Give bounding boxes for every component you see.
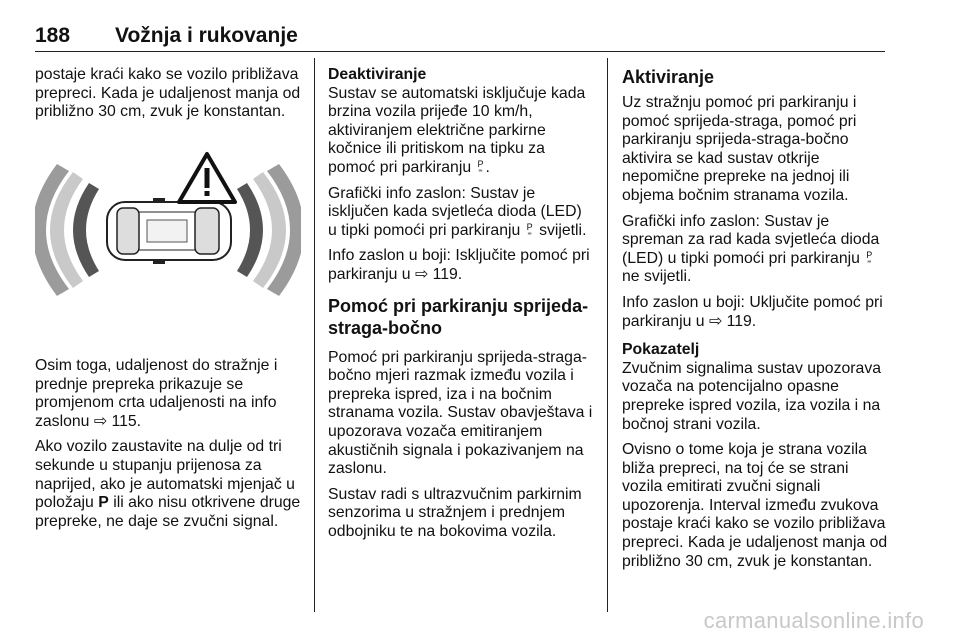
section-heading: Pokazatelj bbox=[622, 341, 700, 359]
paragraph: Ovisno o tome koja je strana vozila bliža prepreci, na toj će se strani vozila emitirati zvučni signali upozorenja. Interval između zvukova postaje kraći kako se vozilo približava prepreci. Kada je udaljenost manja od približno 30 cm, zvuk je konstantan. bbox=[622, 441, 888, 570]
paragraph: Info zaslon u boji: Uključite pomoć pri parkiranju u ⇨ 119. bbox=[622, 293, 883, 330]
page-title: Vožnja i rukovanje bbox=[115, 24, 298, 47]
paragraph: Zvučnim signalima sustav upozorava vozača na potencijalno opasne prepreke ispred vozila, iza vozila i na bočnoj strani vozila. bbox=[622, 359, 882, 433]
watermark: carmanualsonline.info bbox=[703, 608, 924, 633]
column-1-lower bbox=[35, 357, 301, 538]
parking-assist-icon: P ⁼ bbox=[526, 221, 533, 240]
ref-arrow-icon: ⇨ bbox=[708, 312, 723, 330]
paragraph: Info zaslon u boji: Isključite pomoć pri parkiranju u ⇨ 119. bbox=[328, 247, 590, 283]
parking-sensor-illustration bbox=[35, 150, 301, 310]
ref-arrow-icon: ⇨ bbox=[414, 265, 429, 283]
parking-assist-icon: P ⁼ bbox=[866, 249, 873, 268]
paragraph: Osim toga, udaljenost do stražnje i prednje prepreka prikazuje se promjenom crta udaljenosti na info zaslonu ⇨ 115. bbox=[35, 357, 278, 430]
paragraph: Grafički info zaslon: Sustav je spreman za rad kada svjetleća dioda (LED) u tipki pomoći pri parkiranju P ⁼ ne svijetli. bbox=[622, 212, 880, 286]
section-heading: Aktiviranje bbox=[622, 67, 715, 87]
car-top-view-icon bbox=[107, 198, 231, 264]
paragraph: Sustav se automatski isključuje kada brzina vozila prijeđe 10 km/h, aktiviranjem električne parkirne kočnice ili pritiskom na tipku za pomoć pri parkiranju P ⁼ . bbox=[328, 84, 586, 177]
paragraph: Ako vozilo zaustavite na dulje od tri sekunde u stupanju prijenosa za naprijed, ako je automatski mjenjač u položaju P ili ako nisu otkrivene druge prepreke, ne daje se zvučni signal. bbox=[35, 438, 301, 530]
header-rule bbox=[35, 51, 885, 52]
ref-arrow-icon: ⇨ bbox=[93, 412, 108, 430]
page-number: 188 bbox=[35, 24, 71, 47]
warning-triangle-icon bbox=[179, 154, 235, 202]
left-sensor-zones bbox=[35, 164, 99, 296]
paragraph: Sustav radi s ultrazvučnim parkirnim senzorima u stražnjem i prednjem odbojniku te na bokovima vozila. bbox=[328, 485, 582, 540]
paragraph: Uz stražnju pomoć pri parkiranju i pomoć sprijeda-straga, pomoć pri parkiranju sprijeda-straga-bočno aktivira se kad sustav otkrije nepomične prepreke na jednoj ili objema bočnim stranama vozila. bbox=[622, 94, 857, 204]
paragraph: postaje kraći kako se vozilo približava prepreci. Kada je udaljenost manja od približno 30 cm, zvuk je konstantan. bbox=[35, 66, 301, 121]
section-heading: Deaktiviranje bbox=[328, 66, 427, 83]
column-divider bbox=[607, 58, 608, 612]
page-header bbox=[35, 24, 885, 50]
right-sensor-zones bbox=[237, 164, 301, 296]
parking-assist-icon: P ⁼ bbox=[477, 158, 484, 177]
column-3 bbox=[622, 66, 888, 578]
paragraph: Grafički info zaslon: Sustav je isključen kada svjetleća dioda (LED) u tipki pomoći pri parkiranju P ⁼ svijetli. bbox=[328, 184, 587, 240]
column-2 bbox=[328, 66, 594, 548]
column-1 bbox=[35, 66, 301, 129]
column-divider bbox=[314, 58, 315, 612]
section-heading: Pomoć pri parkiranju sprijeda-straga-bočno bbox=[328, 295, 589, 338]
paragraph: Pomoć pri parkiranju sprijeda-straga-bočno mjeri razmak između vozila i prepreka ispred, iza i na bočnim stranama vozila. Sustav obavještava i upozorava vozača emitiranjem akustičnih signala i pokazivanjem na zaslonu. bbox=[328, 348, 593, 478]
